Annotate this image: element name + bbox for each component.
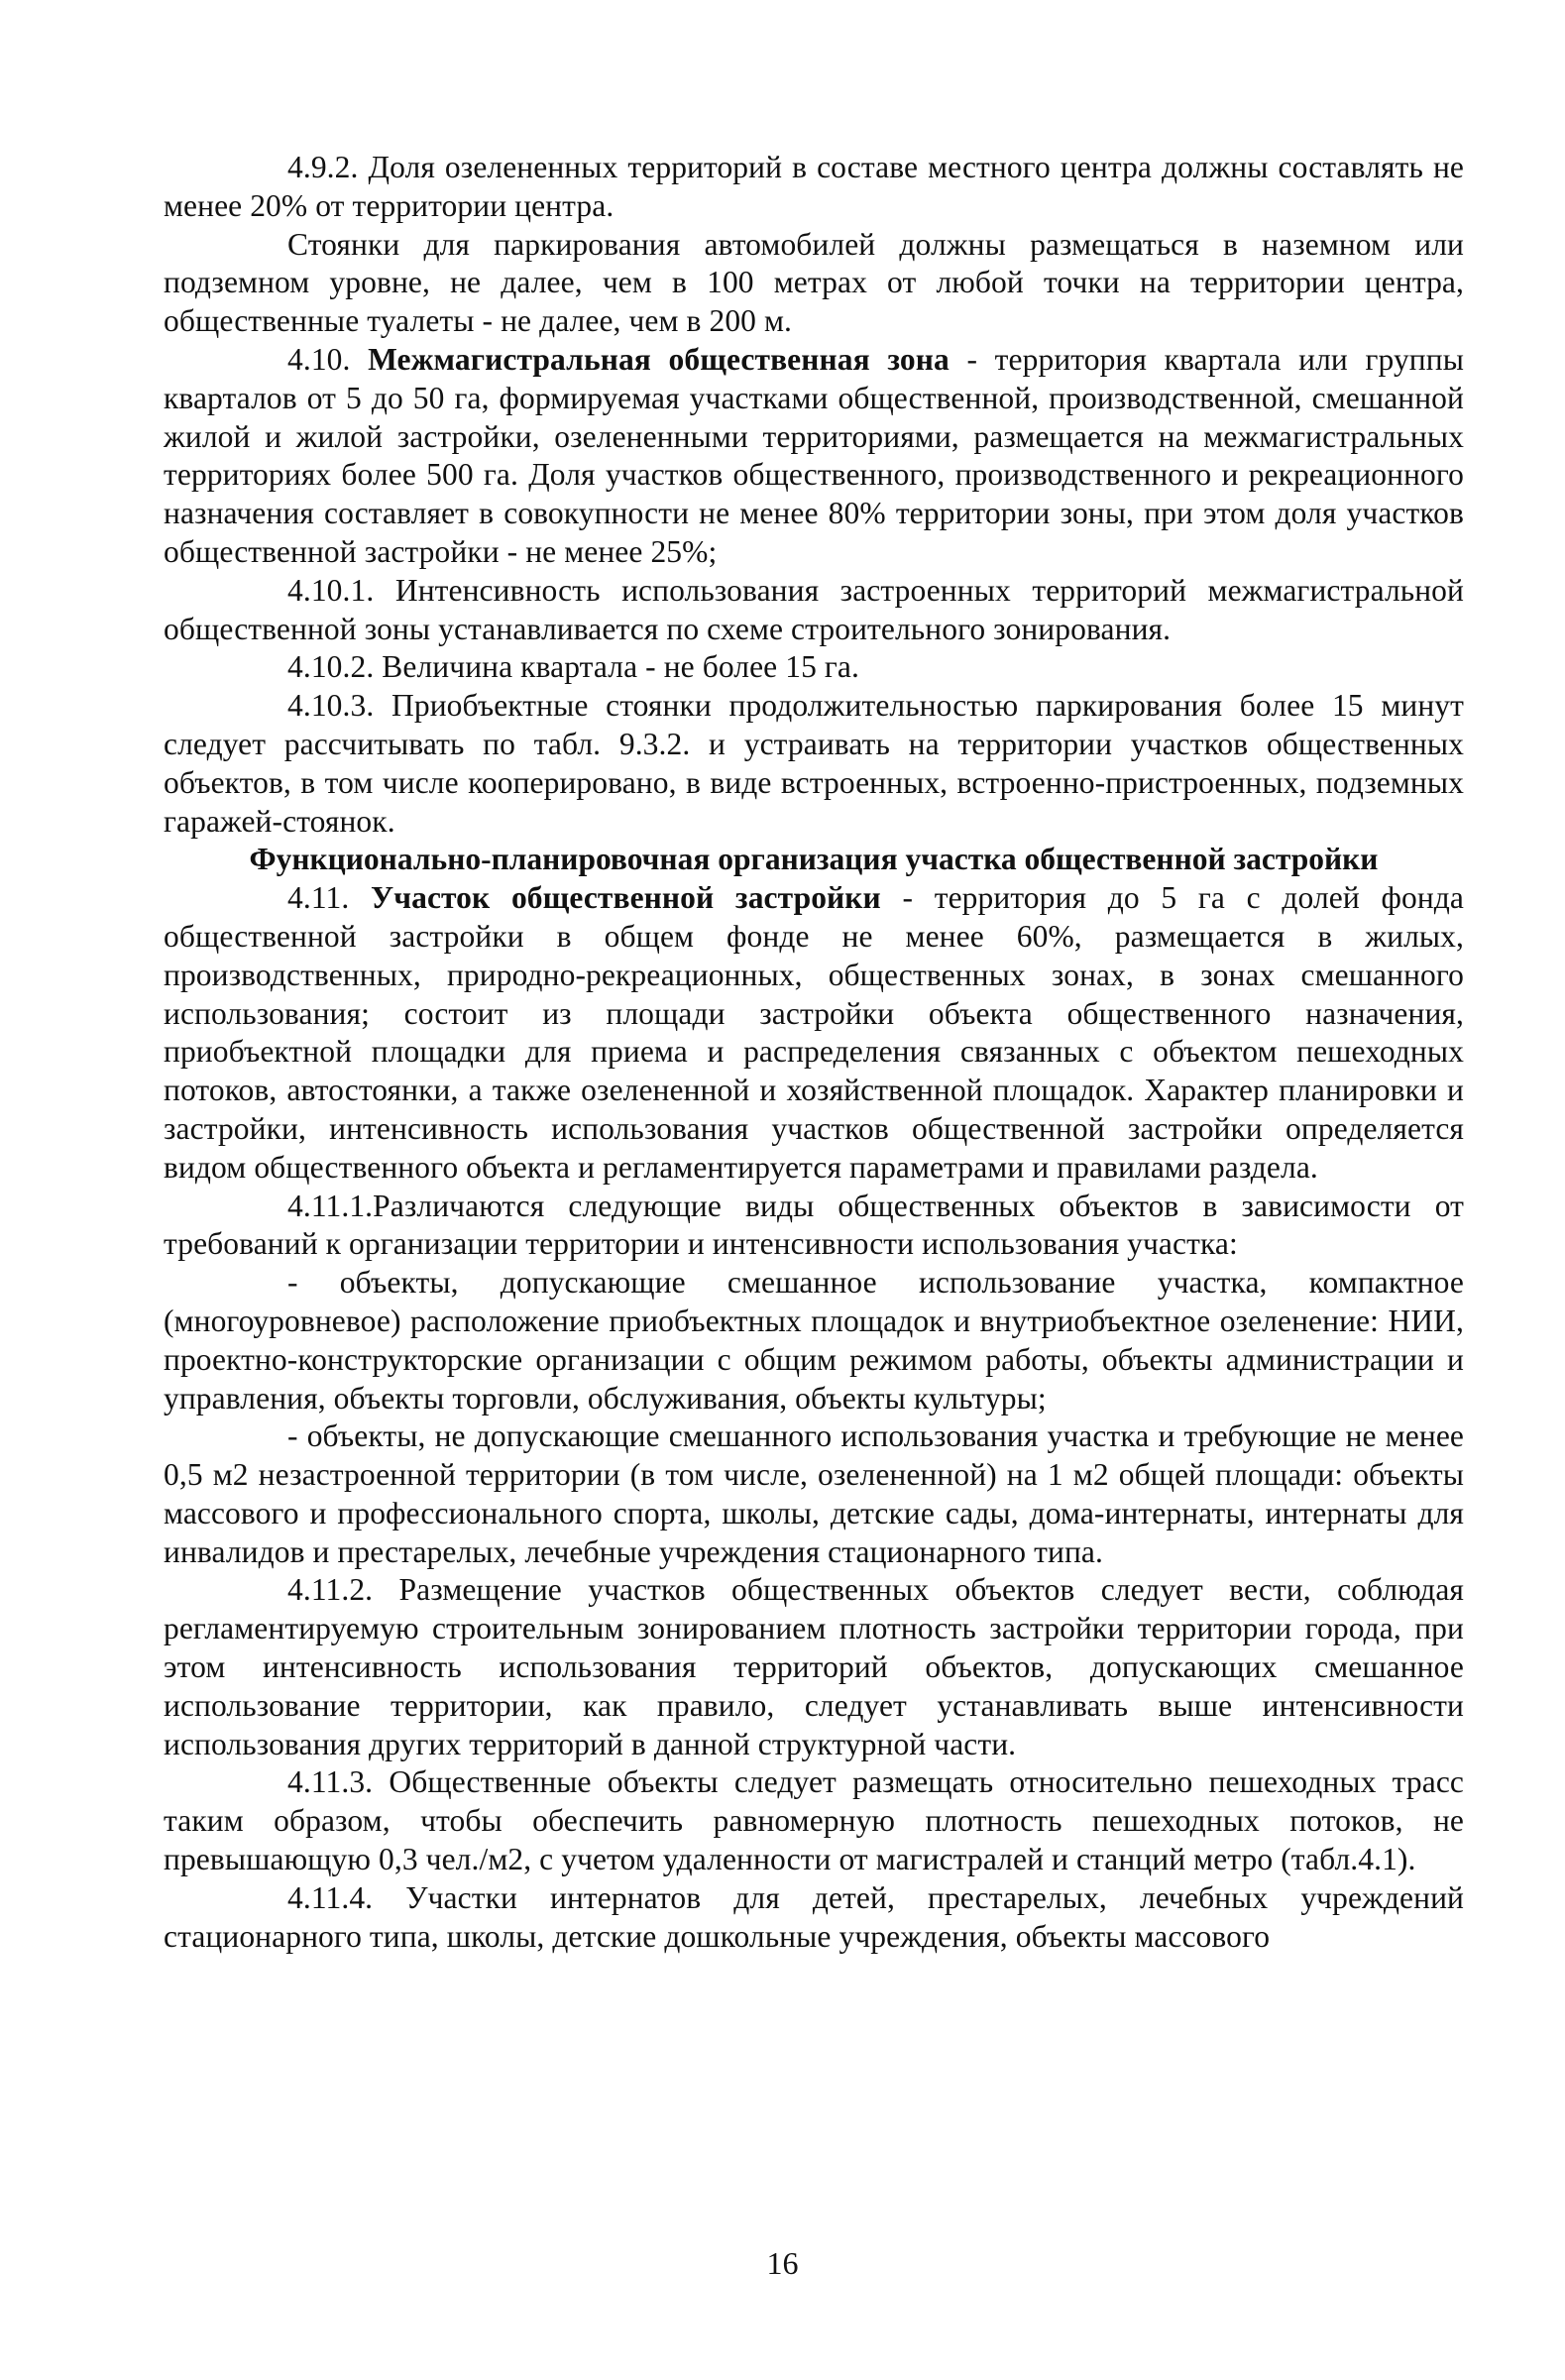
paragraph-number: 4.11. (287, 880, 372, 916)
paragraph-4-11-2: 4.11.2. Размещение участков общественных объектов следует вести, соблюдая регламентируемую строительным зонированием плотность застройки территории города, при этом интенсивность использования территорий объектов, допускающих смешанное использование территории, как правило, следует устанавливать выше интенсивности использования других территорий в данной структурной части. (164, 1572, 1464, 1761)
paragraph-parking: Стоянки для паркирования автомобилей должны размещаться в наземном или подземном уровне, не далее, чем в 100 метрах от любой точки на территории центра, общественные туалеты - не далее, чем в 200 м. (164, 226, 1464, 339)
paragraph-4-9-2: 4.9.2. Доля озелененных территорий в составе местного центра должны составлять не менее 20% от территории центра. (164, 150, 1464, 223)
paragraph-number: 4.10. (287, 341, 369, 377)
list-item-mixed-use: - объекты, допускающие смешанное использование участка, компактное (многоуровневое) расположение приобъектных площадок и внутриобъектное озеленение: НИИ, проектно-конструкторские организации с общим режимом работы, объекты администрации и управления, объекты торговли, обслуживания, объекты культуры; (164, 1265, 1464, 1416)
paragraph-body: - территория до 5 га с долей фонда общественной застройки в общем фонде не менее 60%, размещается в жилых, производственных, природно-рекреационных, общественных зонах, в зонах смешанного использования; состоит из площади застройки объекта общественного назначения, приобъектной площадки для приема и распределения связанных с объектом пешеходных потоков, автостоянки, а также озелененной и хозяйственной площадок. Характер планировки и застройки, интенсивность использования участков общественной застройки определяется видом общественного объекта и регламентируется параметрами и правилами раздела. (164, 880, 1464, 1185)
list-item-non-mixed-use: - объекты, не допускающие смешанного использования участка и требующие не менее 0,5 м2 незастроенной территории (в том числе, озелененной) на 1 м2 общей площади: объекты массового и профессионального спорта, школы, детские сады, дома-интернаты, интернаты для инвалидов и престарелых, лечебные учреждения стационарного типа. (164, 1418, 1464, 1569)
paragraph-4-11-4: 4.11.4. Участки интернатов для детей, престарелых, лечебных учреждений стационарного типа, школы, детские дошкольные учреждения, объекты массового (164, 1879, 1464, 1954)
paragraph-4-10 (164, 341, 1464, 572)
paragraph-4-11 (164, 879, 1464, 1187)
paragraph-4-11-1: 4.11.1.Различаются следующие виды общественных объектов в зависимости от требований к организации территории и интенсивности использования участка: (164, 1188, 1464, 1262)
section-heading: Функционально-планировочная организация участка общественной застройки (249, 842, 1379, 877)
term-bold: Участок общественной застройки (371, 880, 881, 916)
paragraph-4-10-1: 4.10.1. Интенсивность использования застроенных территорий межмагистральной общественной зоны устанавливается по схеме строительного зонирования. (164, 572, 1464, 646)
paragraph-body: - территория квартала или группы кварталов от 5 до 50 га, формируемая участками общественной, производственной, смешанной жилой и жилой застройки, озелененными территориями, размещается на межмагистральных территориях более 500 га. Доля участков общественного, производственного и рекреационного назначения составляет в совокупности не менее 80% территории зоны, при этом доля участков общественной застройки - не менее 25%; (164, 341, 1464, 569)
page-number: 16 (766, 2245, 799, 2281)
document-page (164, 149, 1464, 1956)
paragraph-4-11-3: 4.11.3. Общественные объекты следует размещать относительно пешеходных трасс таким образом, чтобы обеспечить равномерную плотность пешеходных потоков, не превышающую 0,3 чел./м2, с учетом удаленности от магистралей и станций метро (табл.4.1). (164, 1764, 1464, 1877)
paragraph-4-10-2: 4.10.2. Величина квартала - не более 15 га. (287, 649, 859, 685)
paragraph-4-10-3: 4.10.3. Приобъектные стоянки продолжительностью паркирования более 15 минут следует рассчитывать по табл. 9.3.2. и устраивать на территории участков общественных объектов, в том числе кооперировано, в виде встроенных, встроенно-пристроенных, подземных гаражей-стоянок. (164, 688, 1464, 839)
term-bold: Межмагистральная общественная зона (368, 341, 950, 377)
